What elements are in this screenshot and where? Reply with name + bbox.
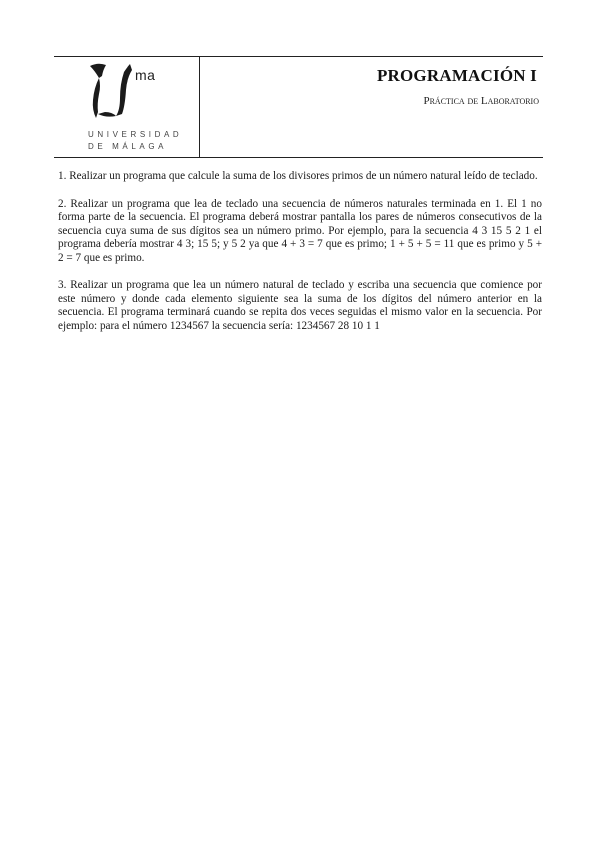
document-title: PROGRAMACIÓN I xyxy=(376,66,537,85)
title-cell xyxy=(200,57,543,157)
logo-university-line1: UNIVERSIDAD xyxy=(88,130,183,139)
university-logo xyxy=(54,57,200,157)
exercise-list xyxy=(58,170,542,347)
document-header xyxy=(54,56,543,158)
logo-university-name xyxy=(88,129,182,153)
university-logo-mark-icon xyxy=(90,62,136,120)
exercise-1: 1. Realizar un programa que calcule la suma de los divisores primos de un número natural leído de teclado. xyxy=(58,170,538,182)
logo-university-line2: DE MÁLAGA xyxy=(88,142,168,151)
exercise-2: 2. Realizar un programa que lea de teclado una secuencia de números naturales terminada en 1. El 1 no forma parte de la secuencia. El programa deberá mostrar pantalla los pares de números consecutivos de la secuencia cuya suma de sus dígitos sea un número primo. Por ejemplo, para la secuencia 4 3 15 5 2 1 el programa debería mostrar 4 3; 15 5; y 5 2 ya que 4 + 3 = 7 que es primo; 1 + 5 + 5 = 11 que es primo y 5 + 2 = 7 que es primo. xyxy=(58,197,542,264)
document-subtitle: Práctica de Laboratorio xyxy=(423,95,539,107)
exercise-3: 3. Realizar un programa que lea un número natural de teclado y escriba una secuencia que comience por este número y donde cada elemento siguiente sea la suma de los dígitos del número anterior en la secuencia. El programa terminará cuando se repita dos veces seguidas el mismo valor en la secuencia. Por ejemplo: para el número 1234567 la secuencia sería: 1234567 28 10 1 1 xyxy=(58,279,542,332)
logo-ma-text: ma xyxy=(135,67,156,83)
